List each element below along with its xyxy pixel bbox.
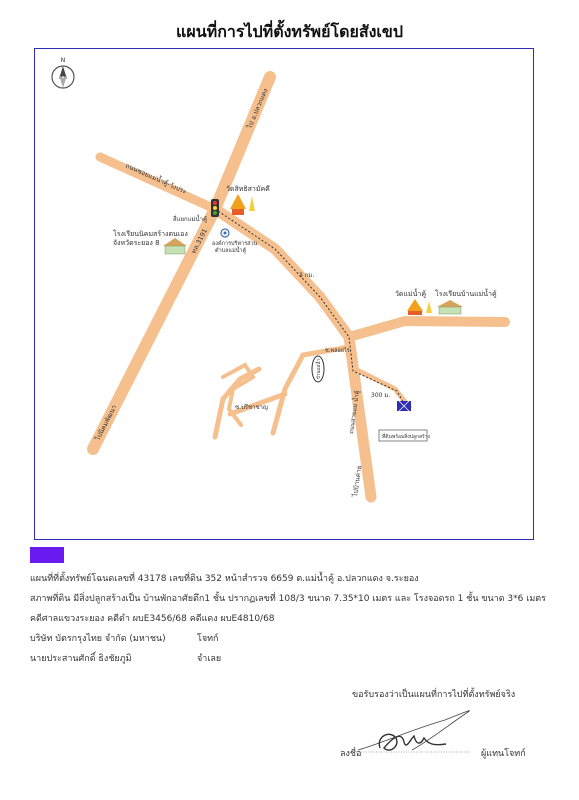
place-school2: โรงเรียนบ้านแม่น้ำคู้ [435, 290, 497, 298]
road-label-north: ไป อ.ปลวกแดง [245, 87, 270, 130]
plaintiff-role: โจทก์ [197, 634, 219, 644]
legend-swatch [30, 547, 64, 563]
place-tao-line2: ตำบลแม่น้ำคู้ [215, 248, 247, 254]
certification-text: ขอรับรองว่าเป็นแผนที่การไปที่ตั้งทรัพย์จริง [352, 690, 516, 700]
defendant-name: นายประสานศักดิ์ ธิงชัยภูมิ [30, 654, 132, 664]
info-line-5 [30, 651, 221, 665]
oval-label: บ้านแม่น้ำ [317, 359, 322, 379]
signature-role: ผู้แทนโจทก์ [481, 749, 526, 759]
property-marker-icon [397, 401, 411, 411]
north-arrow-icon [52, 57, 74, 88]
road-label-southwest: ไปนิคมพัฒนา [93, 403, 119, 442]
school-icon-2 [437, 300, 463, 314]
info-line-2: สภาพที่ดิน มีสิ่งปลูกสร้างเป็น บ้านพักอาศัยตึก1 ชั้น ปรากฏเลขที่ 108/3 ขนาด 7.35*10 เมตร และ โรงจอดรถ 1 ชั้น ขนาด 3*6 เมตร [30, 594, 546, 604]
road-label-south: ไปบ้านค่าย [351, 465, 364, 498]
road-east [215, 209, 349, 337]
temple-icon [230, 194, 255, 215]
defendant-role: จำเลย [197, 654, 222, 664]
info-line-4 [30, 631, 219, 645]
place-junction: สี่แยกแม่น้ำคู้ [173, 216, 207, 223]
place-property: ที่ดินพร้อมสิ่งปลูกสร้าง [382, 434, 430, 440]
road-to-temple [349, 321, 505, 337]
distance-2: 300 ม. [371, 392, 391, 399]
road-secondary [273, 347, 349, 433]
government-office-icon [221, 229, 229, 237]
info-line-1: แผนที่ที่ตั้งทรัพย์โฉนดเลขที่ 43178 เลขที่ดิน 352 หน้าสำรวจ 6659 ต.แม่น้ำคู้ อ.ปลวกแดง จ.ระยอง [30, 574, 419, 584]
distance-1: 3 กม. [299, 272, 315, 279]
temple-icon-2 [407, 299, 432, 315]
road-label-south-road: ถนนสายแม่ น้ำคู้ [348, 390, 362, 435]
map-svg [35, 49, 535, 541]
place-school1-line2: จังหวัดระยอง 8 [113, 239, 160, 247]
place-temple2: วัดแม่น้ำคู้ [395, 290, 427, 298]
place-junction2: ซ.พลอยไร [325, 348, 350, 354]
info-line-3: คดีศาลแขวงระยอง คดีดำ ผบE3456/68 คดีแดง ผบE4810/68 [30, 614, 275, 624]
place-temple1: วัดสิทธิสามัคคี [226, 185, 270, 193]
road-label-west: ถนนซอยแม่น้ำคู้-วังประ [124, 161, 188, 196]
signature-label: ลงชื่อ [340, 749, 362, 759]
map-frame[interactable] [34, 48, 534, 540]
road-label-highway: ทล.3191 [189, 227, 209, 255]
traffic-light-icon [211, 199, 219, 217]
road-label-secondary: ซ.ปรีชาชาญ [235, 404, 269, 411]
place-school1-line1: โรงเรียนนิคมสร้างตนเอง [113, 230, 188, 238]
school-icon [163, 238, 187, 254]
page-title: แผนที่การไปที่ตั้งทรัพย์โดยสังเขป [176, 22, 403, 41]
compass-label: N [60, 57, 66, 64]
plaintiff-name: บริษัท บัตรกรุงไทย จำกัด (มหาชน) [30, 634, 166, 644]
signature-icon [350, 700, 480, 760]
place-tao-line1: องค์การบริหารส่วน [212, 241, 258, 247]
